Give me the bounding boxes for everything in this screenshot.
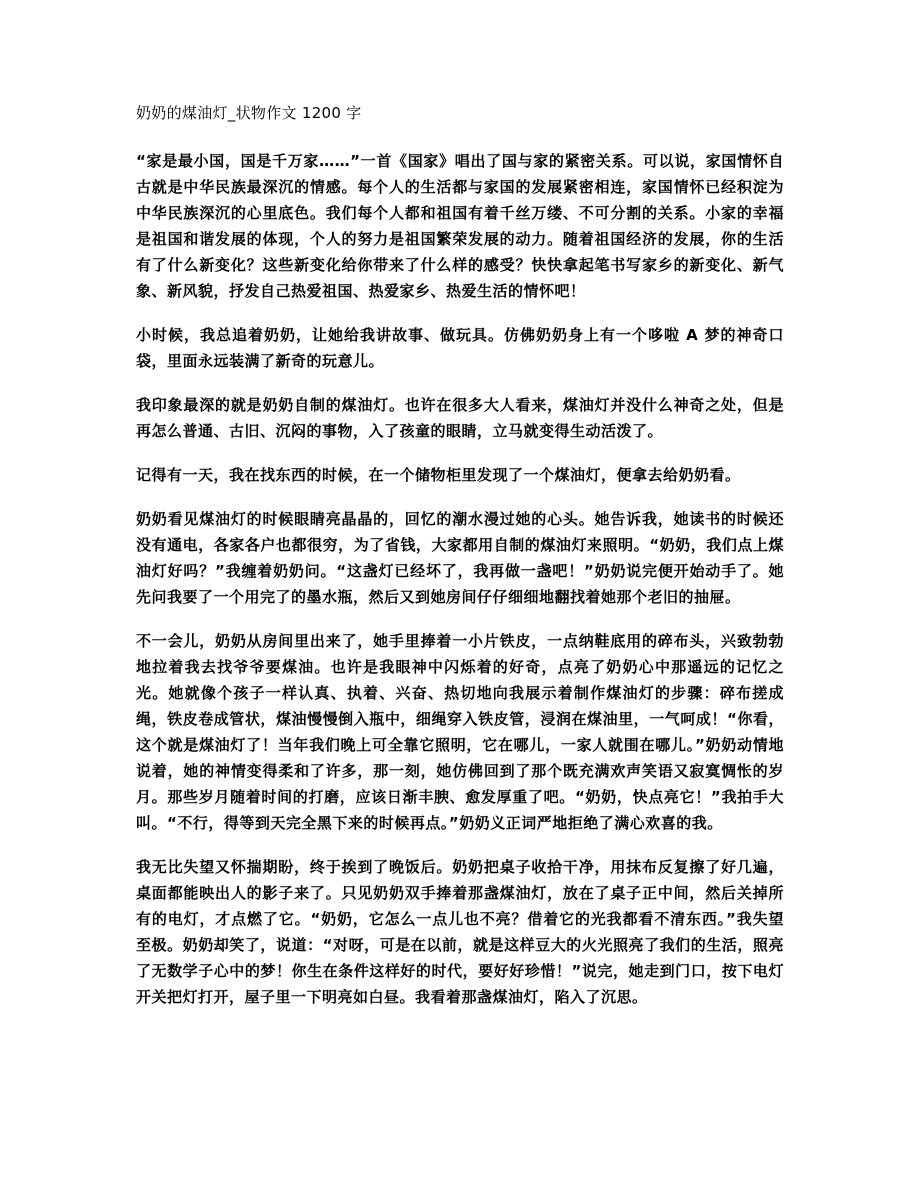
paragraph-making-lamp: 不一会儿，奶奶从房间里出来了，她手里捧着一小片铁皮，一点纳鞋底用的碎布头，兴致勃勃地拉着我去找爷爷要煤油。也许是我眼神中闪烁着的好奇，点亮了奶奶心中那遥远的记忆之光。她就像个孩子一样认真、执着、兴奋、热切地向我展示着制作煤油灯的步骤：碎布搓成绳，铁皮卷成管状，煤油慢慢倒入瓶中，细绳穿入铁皮管，浸润在煤油里，一气呵成！“你看，这个就是煤油灯了！当年我们晚上可全靠它照明，它在哪儿，一家人就围在哪儿。”奶奶动情地说着，她的神情变得柔和了许多，那一刻，她仿佛回到了那个既充满欢声笑语又寂寞惆怅的岁月。那些岁月随着时间的打磨，应该日渐丰腴、愈发厚重了吧。“奶奶，快点亮它！”我拍手大叫。“不行，得等到天完全黑下来的时候再点。”奶奶义正词严地拒绝了满心欢喜的我。 <box>136 632 784 832</box>
document-page <box>136 100 784 1028</box>
paragraph-intro: “家是最小国，国是千万家……”一首《国家》唱出了国与家的紧密关系。可以说，家国情怀自古就是中华民族最深沉的情感。每个人的生活都与家国的发展紧密相连，家国情怀已经积淀为中华民族深沉的心里底色。我们每个人都和祖国有着千丝万缕、不可分割的关系。小家的幸福是祖国和谐发展的体现，个人的努力是祖国繁荣发展的动力。随着祖国经济的发展，你的生活有了什么新变化？这些新变化给你带来了什么样的感受？快快拿起笔书写家乡的新变化、新气象、新风貌，抒发自己热爱祖国、热爱家乡、热爱生活的情怀吧！ <box>136 152 784 300</box>
paragraph-lighting: 我无比失望又怀揣期盼，终于挨到了晚饭后。奶奶把桌子收拾干净，用抹布反复擦了好几遍，桌面都能映出人的影子来了。只见奶奶双手捧着那盏煤油灯，放在了桌子正中间，然后关掉所有的电灯，才点燃了它。“奶奶，它怎么一点儿也不亮？借着它的光我都看不清东西。”我失望至极。奶奶却笑了，说道：“对呀，可是在以前，就是这样豆大的火光照亮了我们的生活，照亮了无数学子心中的梦！你生在条件这样好的时代，要好好珍惜！”说完，她走到门口，按下电灯开关把灯打开，屋子里一下明亮如白昼。我看着那盏煤油灯，陷入了沉思。 <box>136 858 784 1006</box>
paragraph-impression: 我印象最深的就是奶奶自制的煤油灯。也许在很多大人看来，煤油灯并没什么神奇之处，但是再怎么普通、古旧、沉闷的事物，入了孩童的眼睛，立马就变得生动活泼了。 <box>136 396 784 440</box>
document-title: 奶奶的煤油灯_状物作文 1200 字 <box>136 104 362 122</box>
paragraph-discovery: 记得有一天，我在找东西的时候，在一个储物柜里发现了一个煤油灯，便拿去给奶奶看。 <box>136 466 741 484</box>
paragraph-memory: 奶奶看见煤油灯的时候眼睛亮晶晶的，回忆的潮水漫过她的心头。她告诉我，她读书的时候还没有通电，各家各户也都很穷，为了省钱，大家都用自制的煤油灯来照明。“奶奶，我们点上煤油灯好吗？”我缠着奶奶问。“这盏灯已经坏了，我再做一盏吧！”奶奶说完便开始动手了。她先问我要了一个用完了的墨水瓶，然后又到她房间仔仔细细地翻找着她那个老旧的抽屉。 <box>136 510 784 606</box>
paragraph-childhood: 小时候，我总追着奶奶，让她给我讲故事、做玩具。仿佛奶奶身上有一个哆啦 A 梦的神奇口袋，里面永远装满了新奇的玩意儿。 <box>136 326 784 370</box>
